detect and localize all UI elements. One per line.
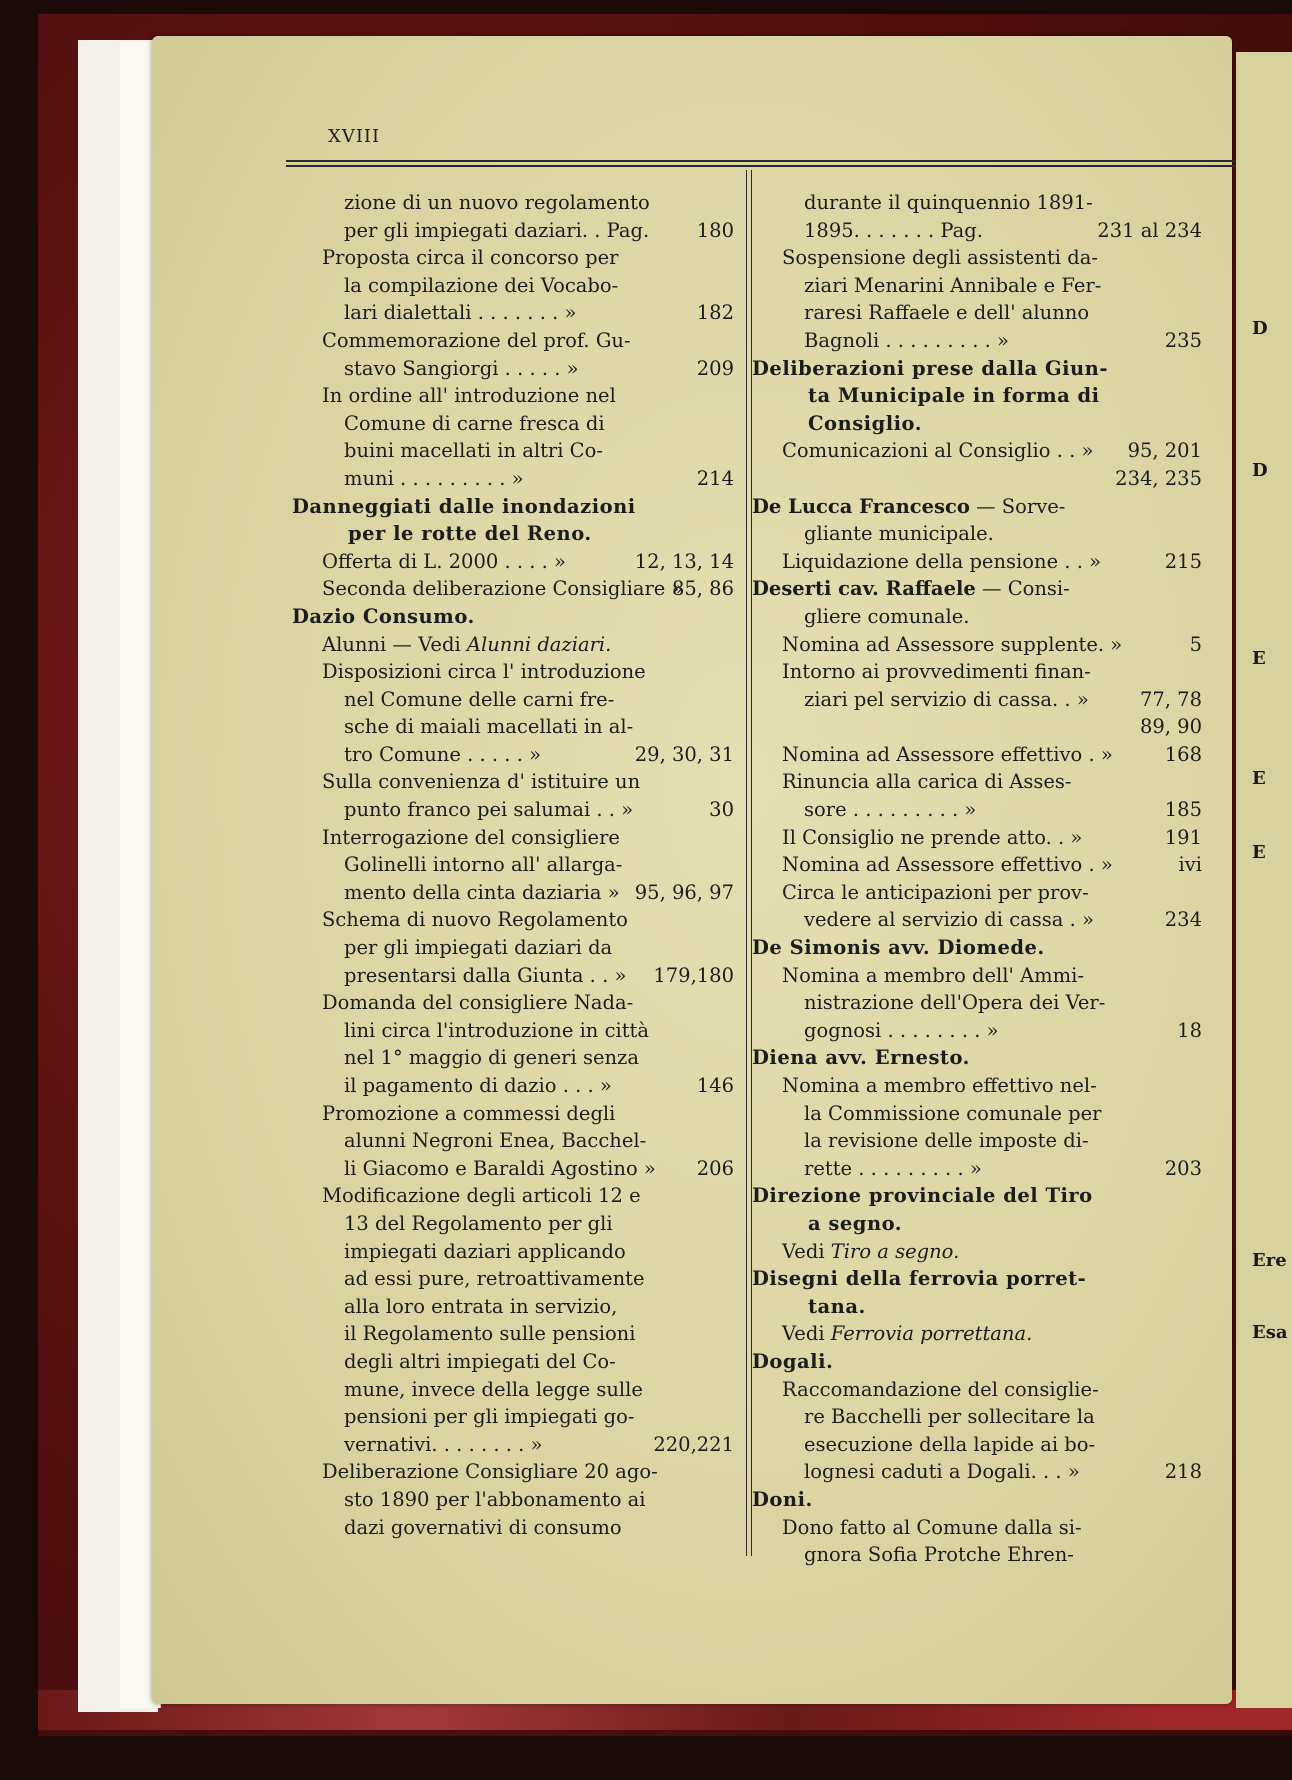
index-line	[292, 189, 734, 217]
index-line	[752, 603, 1202, 631]
index-text: Commemorazione del prof. Gu-	[322, 328, 631, 352]
header-rule-top	[286, 160, 1236, 162]
index-line	[752, 906, 1202, 934]
index-text: per gli impiegati daziari da	[344, 936, 613, 960]
index-line	[292, 768, 734, 796]
index-text: Alunni — Vedi	[322, 632, 467, 656]
index-text: Modificazione degli articoli 12 e	[322, 1184, 641, 1208]
index-text: tro Comune . . . . . »	[344, 742, 542, 766]
index-text: Liquidazione della pensione . . »	[782, 549, 1102, 573]
index-line	[752, 1155, 1202, 1183]
index-text: alla loro entrata in servizio,	[344, 1294, 618, 1318]
index-line	[752, 962, 1202, 990]
index-line	[292, 465, 734, 493]
index-text: vedere al servizio di cassa . »	[804, 908, 1094, 932]
index-line	[292, 244, 734, 272]
index-text: 13 del Regolamento per gli	[344, 1211, 613, 1235]
index-text-tail: — Consi-	[975, 577, 1070, 601]
index-text: Bagnoli . . . . . . . . . »	[804, 328, 1009, 352]
index-text: Nomina ad Assessore effettivo . »	[782, 853, 1113, 877]
index-text: muni . . . . . . . . . »	[344, 466, 524, 490]
page-reference: 95, 201	[1127, 439, 1202, 463]
index-line	[752, 796, 1202, 824]
page-reference: 206	[696, 1156, 734, 1180]
index-text: zione di un nuovo regolamento	[344, 191, 650, 214]
index-text: Comunicazioni al Consiglio . . »	[782, 439, 1094, 463]
index-line	[292, 299, 734, 327]
index-text-tail: — Sorve-	[969, 494, 1066, 518]
index-line	[752, 1127, 1202, 1155]
index-text: Seconda deliberazione Consigliare »	[322, 577, 684, 601]
page-reference: 18	[1177, 1018, 1202, 1042]
index-line	[752, 1265, 1202, 1293]
index-line	[292, 879, 734, 907]
index-text: Nomina a membro dell' Ammi-	[782, 963, 1084, 987]
index-text: la compilazione dei Vocabo-	[344, 273, 619, 297]
index-text: re Bacchelli per sollecitare la	[804, 1405, 1095, 1429]
index-line	[292, 382, 734, 410]
index-text: nel Comune delle carni fre-	[344, 687, 615, 711]
index-line	[752, 713, 1202, 741]
index-text: Dazio Consumo.	[292, 604, 475, 628]
index-text: punto franco pei salumai . . »	[344, 798, 634, 822]
index-line	[752, 272, 1202, 300]
index-text: Proposta circa il concorso per	[322, 246, 619, 270]
index-text: lognesi caduti a Dogali. . . »	[804, 1460, 1080, 1484]
page-reference: 209	[696, 356, 734, 380]
index-text: Sulla convenienza d' istituire un	[322, 770, 641, 794]
index-text: degli altri impiegati del Co-	[344, 1349, 616, 1373]
index-text: tana.	[808, 1294, 866, 1318]
page-reference: 85, 86	[671, 577, 734, 601]
header-rule-bottom	[286, 165, 1236, 167]
index-text: presentarsi dalla Giunta . . »	[344, 963, 627, 987]
page-number: XVIII	[328, 126, 381, 147]
index-text: gliere comunale.	[804, 604, 970, 628]
page-reference: 95, 96, 97	[634, 880, 734, 904]
index-text: la Commissione comunale per	[804, 1101, 1102, 1125]
index-line	[292, 1210, 734, 1238]
index-cross-reference: Tiro a segno.	[830, 1239, 960, 1263]
index-line	[292, 1458, 734, 1486]
page-reference: 5	[1189, 632, 1202, 656]
index-line	[752, 1238, 1202, 1266]
index-line	[292, 410, 734, 438]
index-line	[292, 1017, 734, 1045]
index-text: Domanda del consigliere Nada-	[322, 991, 634, 1015]
page-reference: 89, 90	[1139, 715, 1202, 739]
index-text: rette . . . . . . . . . »	[804, 1156, 982, 1180]
index-text: vernativi. . . . . . . . »	[344, 1432, 543, 1456]
index-text: buini macellati in altri Co-	[344, 439, 603, 463]
next-page-edge	[1236, 52, 1292, 1708]
index-line	[292, 1348, 734, 1376]
index-text: stavo Sangiorgi . . . . . »	[344, 356, 579, 380]
index-text: lari dialettali . . . . . . . »	[344, 301, 577, 325]
index-line	[292, 272, 734, 300]
page-reference: 179,180	[653, 963, 734, 987]
index-text: Rinuncia alla carica di Asses-	[782, 770, 1072, 794]
page-reference: 30	[709, 798, 734, 822]
next-page-fragment: Ere	[1252, 1250, 1287, 1271]
index-text: Interrogazione del consigliere	[322, 825, 620, 849]
index-text: Golinelli intorno all' allarga-	[344, 853, 623, 877]
index-text: Il Consiglio ne prende atto. . »	[782, 825, 1083, 849]
index-line	[292, 713, 734, 741]
index-text: Consiglio.	[808, 411, 922, 435]
index-line	[292, 1486, 734, 1514]
page-reference: 12, 13, 14	[634, 549, 734, 573]
index-line	[752, 768, 1202, 796]
index-line	[752, 1431, 1202, 1459]
index-line	[752, 244, 1202, 272]
index-line	[292, 1155, 734, 1183]
page-reference: 77, 78	[1139, 687, 1202, 711]
index-line	[752, 631, 1202, 659]
index-text: Offerta di L. 2000 . . . . »	[322, 549, 566, 573]
index-line	[292, 1320, 734, 1348]
index-line	[752, 824, 1202, 852]
index-text: il pagamento di dazio . . . »	[344, 1074, 612, 1097]
index-line	[292, 1238, 734, 1266]
index-line	[292, 796, 734, 824]
index-text: Nomina ad Assessore supplente. »	[782, 632, 1123, 656]
index-text: Intorno ai provvedimenti finan-	[782, 660, 1091, 684]
index-line	[292, 1100, 734, 1128]
index-line	[752, 879, 1202, 907]
index-text: Nomina a membro effettivo nel-	[782, 1074, 1097, 1097]
page-reference: 203	[1164, 1156, 1202, 1180]
index-line	[292, 906, 734, 934]
index-text: sche di maiali macellati in al-	[344, 715, 634, 739]
index-line	[292, 824, 734, 852]
next-page-fragment: E	[1252, 842, 1266, 863]
index-text: Dogali.	[752, 1349, 834, 1373]
index-cross-reference: Alunni daziari.	[466, 632, 612, 656]
index-text: Raccomandazione del consiglie-	[782, 1377, 1099, 1401]
page-reference: 218	[1164, 1460, 1202, 1484]
index-text: Doni.	[752, 1487, 813, 1511]
page-reference: 191	[1164, 825, 1202, 849]
page-reference: 234	[1164, 908, 1202, 932]
index-text: dazi governativi di consumo	[344, 1515, 622, 1539]
index-line	[752, 1376, 1202, 1404]
page-reference: 180	[696, 218, 734, 242]
index-line	[752, 934, 1202, 962]
index-line	[752, 1017, 1202, 1045]
index-text: raresi Raffaele e dell' alunno	[804, 301, 1090, 325]
index-line	[752, 1182, 1202, 1210]
index-text: Nomina ad Assessore effettivo . »	[782, 742, 1113, 766]
index-line	[752, 520, 1202, 548]
index-line	[292, 1403, 734, 1431]
index-line	[752, 493, 1202, 521]
index-text: Deserti cav. Raffaele	[752, 577, 976, 601]
next-page-fragment: D	[1252, 460, 1268, 481]
index-text: il Regolamento sulle pensioni	[344, 1322, 636, 1346]
index-line	[292, 1265, 734, 1293]
index-text: gliante municipale.	[804, 522, 994, 546]
index-text: Deliberazioni prese dalla Giun-	[752, 356, 1108, 380]
index-text: la revisione delle imposte di-	[804, 1129, 1089, 1153]
index-text: sto 1890 per l'abbonamento ai	[344, 1487, 646, 1511]
index-line	[752, 1044, 1202, 1072]
page-reference: 214	[696, 466, 734, 490]
index-line	[752, 465, 1202, 493]
index-text: Promozione a commessi degli	[322, 1101, 616, 1125]
index-line	[752, 851, 1202, 879]
index-line	[752, 1100, 1202, 1128]
index-line	[292, 1514, 734, 1542]
index-line	[752, 217, 1202, 245]
page-reference: 185	[1164, 798, 1202, 822]
index-line	[752, 1348, 1202, 1376]
index-line	[292, 658, 734, 686]
index-text: nistrazione dell'Opera dei Ver-	[804, 991, 1106, 1015]
index-line	[292, 1182, 734, 1210]
next-page-fragment: Esa	[1252, 1322, 1288, 1343]
index-line	[292, 851, 734, 879]
index-line	[292, 1127, 734, 1155]
index-line	[752, 355, 1202, 383]
index-line	[292, 437, 734, 465]
page-reference: ivi	[1178, 853, 1202, 877]
page-reference: 234, 235	[1115, 466, 1202, 490]
page-reference: 168	[1164, 742, 1202, 766]
index-cross-reference: Ferrovia porrettana.	[830, 1322, 1033, 1346]
index-text: Danneggiati dalle inondazioni	[292, 494, 636, 518]
index-text: Diena avv. Ernesto.	[752, 1046, 970, 1070]
index-line	[752, 741, 1202, 769]
index-line	[292, 989, 734, 1017]
index-text: 1895. . . . . . . Pag.	[804, 218, 983, 242]
index-line	[752, 1458, 1202, 1486]
page-reference: 215	[1164, 549, 1202, 573]
index-line	[752, 1514, 1202, 1542]
next-page-fragment: E	[1252, 648, 1266, 669]
index-text: Sospensione degli assistenti da-	[782, 246, 1098, 270]
index-line	[292, 631, 734, 659]
index-text: Schema di nuovo Regolamento	[322, 908, 628, 932]
index-text: Direzione provinciale del Tiro	[752, 1184, 1093, 1208]
index-text: Comune di carne fresca di	[344, 411, 605, 435]
index-line	[292, 1293, 734, 1321]
index-line	[752, 575, 1202, 603]
index-line	[292, 1072, 734, 1100]
index-line	[292, 741, 734, 769]
index-line	[752, 382, 1202, 410]
index-column-right	[752, 189, 1202, 1569]
index-text: De Lucca Francesco	[752, 494, 970, 518]
index-line	[292, 327, 734, 355]
index-line	[752, 658, 1202, 686]
index-line	[752, 189, 1202, 217]
index-text: Circa le anticipazioni per prov-	[782, 880, 1089, 904]
next-page-fragment: D	[1252, 318, 1268, 339]
index-text: Dono fatto al Comune dalla si-	[782, 1515, 1082, 1539]
index-text: Disegni della ferrovia porret-	[752, 1267, 1087, 1291]
index-text: nel 1° maggio di generi senza	[344, 1046, 639, 1070]
index-line	[292, 686, 734, 714]
index-text: sore . . . . . . . . . »	[804, 798, 977, 822]
index-text: ad essi pure, retroattivamente	[344, 1267, 645, 1291]
index-text: gnora Sofia Protche Ehren-	[804, 1543, 1074, 1567]
index-text: durante il quinquennio 1891-	[804, 191, 1093, 214]
index-line	[292, 1044, 734, 1072]
index-line	[292, 934, 734, 962]
index-line	[292, 1376, 734, 1404]
index-line	[292, 1431, 734, 1459]
index-text: pensioni per gli impiegati go-	[344, 1405, 635, 1429]
index-line	[752, 410, 1202, 438]
index-line	[752, 1210, 1202, 1238]
index-line	[292, 493, 734, 521]
index-text: ta Municipale in forma di	[808, 384, 1100, 408]
page-reference: 146	[696, 1074, 734, 1097]
index-line	[292, 603, 734, 631]
page-reference: 29, 30, 31	[634, 742, 734, 766]
index-text: mune, invece della legge sulle	[344, 1377, 643, 1401]
page-reference: 231 al 234	[1097, 218, 1202, 242]
index-text: a segno.	[808, 1211, 903, 1235]
index-text: esecuzione della lapide ai bo-	[804, 1432, 1096, 1456]
index-text: per gli impiegati daziari. . Pag.	[344, 218, 650, 242]
index-text: De Simonis avv. Diomede.	[752, 936, 1045, 960]
index-line	[292, 962, 734, 990]
index-line	[292, 520, 734, 548]
index-line	[292, 217, 734, 245]
index-text: In ordine all' introduzione nel	[322, 384, 616, 408]
index-line	[752, 1403, 1202, 1431]
index-line	[292, 575, 734, 603]
index-text: Deliberazione Consigliare 20 ago-	[322, 1460, 658, 1484]
index-text: Vedi	[782, 1239, 831, 1263]
index-text: li Giacomo e Baraldi Agostino »	[344, 1156, 656, 1180]
index-line	[292, 355, 734, 383]
index-text: gognosi . . . . . . . . »	[804, 1018, 999, 1042]
index-text: mento della cinta daziaria »	[344, 880, 620, 904]
index-text: Vedi	[782, 1322, 831, 1346]
page-reference: 220,221	[653, 1432, 734, 1456]
index-line	[752, 989, 1202, 1017]
index-line	[752, 1072, 1202, 1100]
index-line	[752, 548, 1202, 576]
index-line	[752, 327, 1202, 355]
index-line	[752, 299, 1202, 327]
index-text: per le rotte del Reno.	[348, 522, 592, 546]
index-line	[292, 548, 734, 576]
next-page-fragment: E	[1252, 768, 1266, 789]
index-text: impiegati daziari applicando	[344, 1239, 626, 1263]
page-reference: 182	[696, 301, 734, 325]
index-line	[752, 1541, 1202, 1569]
page-reference: 235	[1164, 328, 1202, 352]
index-line	[752, 1293, 1202, 1321]
index-line	[752, 437, 1202, 465]
index-text: ziari Menarini Annibale e Fer-	[804, 273, 1102, 297]
index-text: ziari pel servizio di cassa. . »	[804, 687, 1089, 711]
index-text: Disposizioni circa l' introduzione	[322, 660, 646, 684]
index-line	[752, 686, 1202, 714]
index-line	[752, 1320, 1202, 1348]
index-line	[752, 1486, 1202, 1514]
index-text: lini circa l'introduzione in città	[344, 1018, 650, 1042]
index-column-left	[292, 189, 734, 1541]
index-text: alunni Negroni Enea, Bacchel-	[344, 1129, 647, 1153]
